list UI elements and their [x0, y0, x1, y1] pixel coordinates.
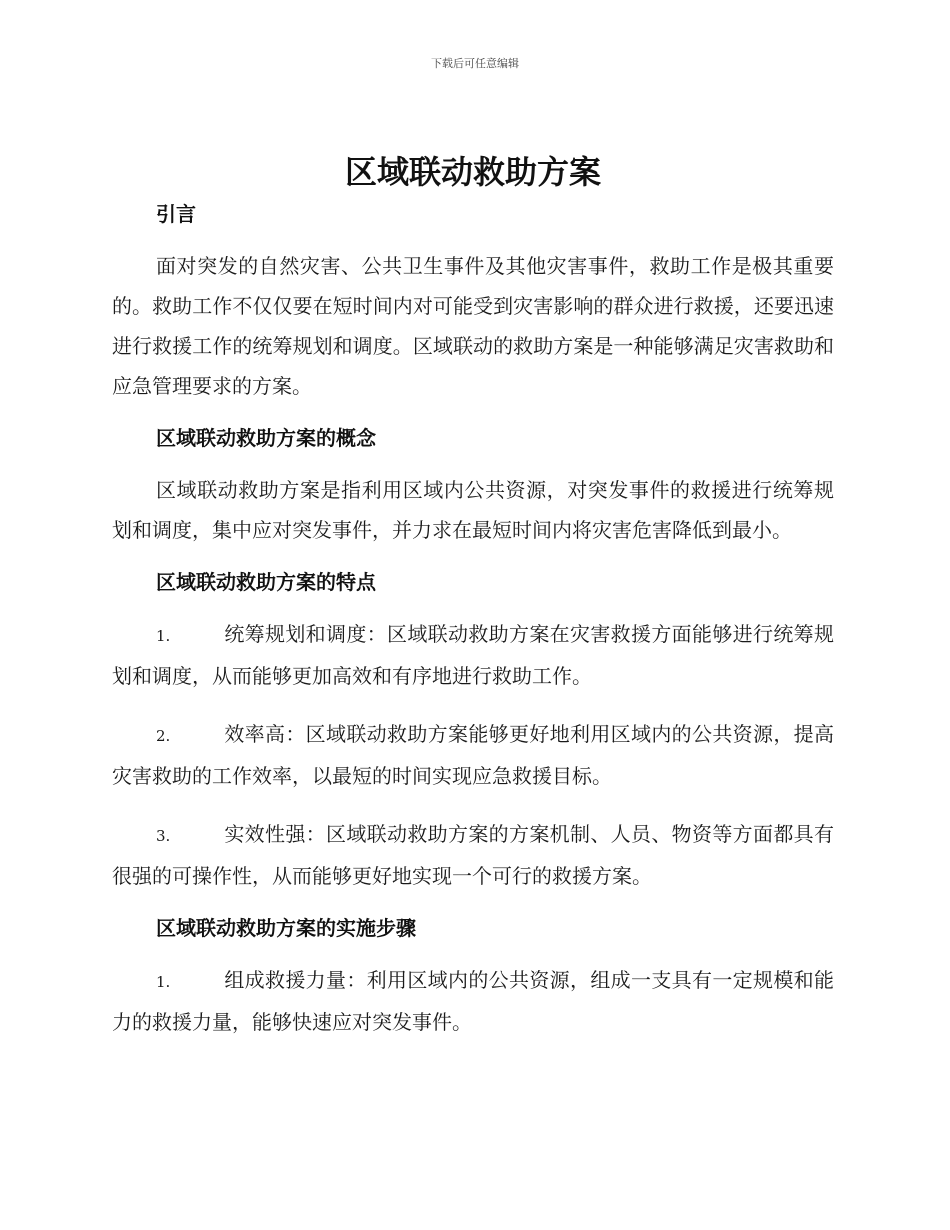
document-title: 区域联动救助方案	[344, 153, 601, 191]
heading-concept: 区域联动救助方案的概念	[156, 426, 376, 450]
list-item-number: 3.	[156, 827, 171, 845]
list-item-text: 组成救援力量：利用区域内的公共资源，组成一支具有一定规模和能力的救援力量，能够快速应对突发事件。	[112, 968, 834, 1034]
header-note: 下载后可任意编辑	[431, 57, 519, 70]
paragraph-intro: 面对突发的自然灾害、公共卫生事件及其他灾害事件，救助工作是极其重要的。救助工作不仅仅要在短时间内对可能受到灾害影响的群众进行救援，还要迅速进行救援工作的统筹规划和调度。区域联动的救助方案是一种能够满足灾害救助和应急管理要求的方案。	[112, 254, 834, 398]
list-item-text: 效率高：区域联动救助方案能够更好地利用区域内的公共资源，提高灾害救助的工作效率，以最短的时间实现应急救援目标。	[112, 722, 834, 788]
list-item	[112, 814, 834, 896]
list-item	[112, 714, 834, 796]
list-item	[112, 614, 834, 696]
list-item-text: 实效性强：区域联动救助方案的方案机制、人员、物资等方面都具有很强的可操作性，从而能够更好地实现一个可行的救援方案。	[112, 822, 834, 888]
heading-intro: 引言	[156, 202, 196, 226]
list-item	[112, 960, 834, 1042]
list-item-number: 1.	[156, 973, 171, 991]
heading-steps: 区域联动救助方案的实施步骤	[156, 916, 416, 940]
list-item-text: 统筹规划和调度：区域联动救助方案在灾害救援方面能够进行统筹规划和调度，从而能够更加高效和有序地进行救助工作。	[112, 622, 834, 688]
paragraph-concept: 区域联动救助方案是指利用区域内公共资源，对突发事件的救援进行统筹规划和调度，集中应对突发事件，并力求在最短时间内将灾害危害降低到最小。	[112, 478, 834, 542]
heading-features: 区域联动救助方案的特点	[156, 570, 376, 594]
list-item-number: 2.	[156, 727, 171, 745]
list-item-number: 1.	[156, 627, 171, 645]
document-body	[112, 150, 834, 1042]
